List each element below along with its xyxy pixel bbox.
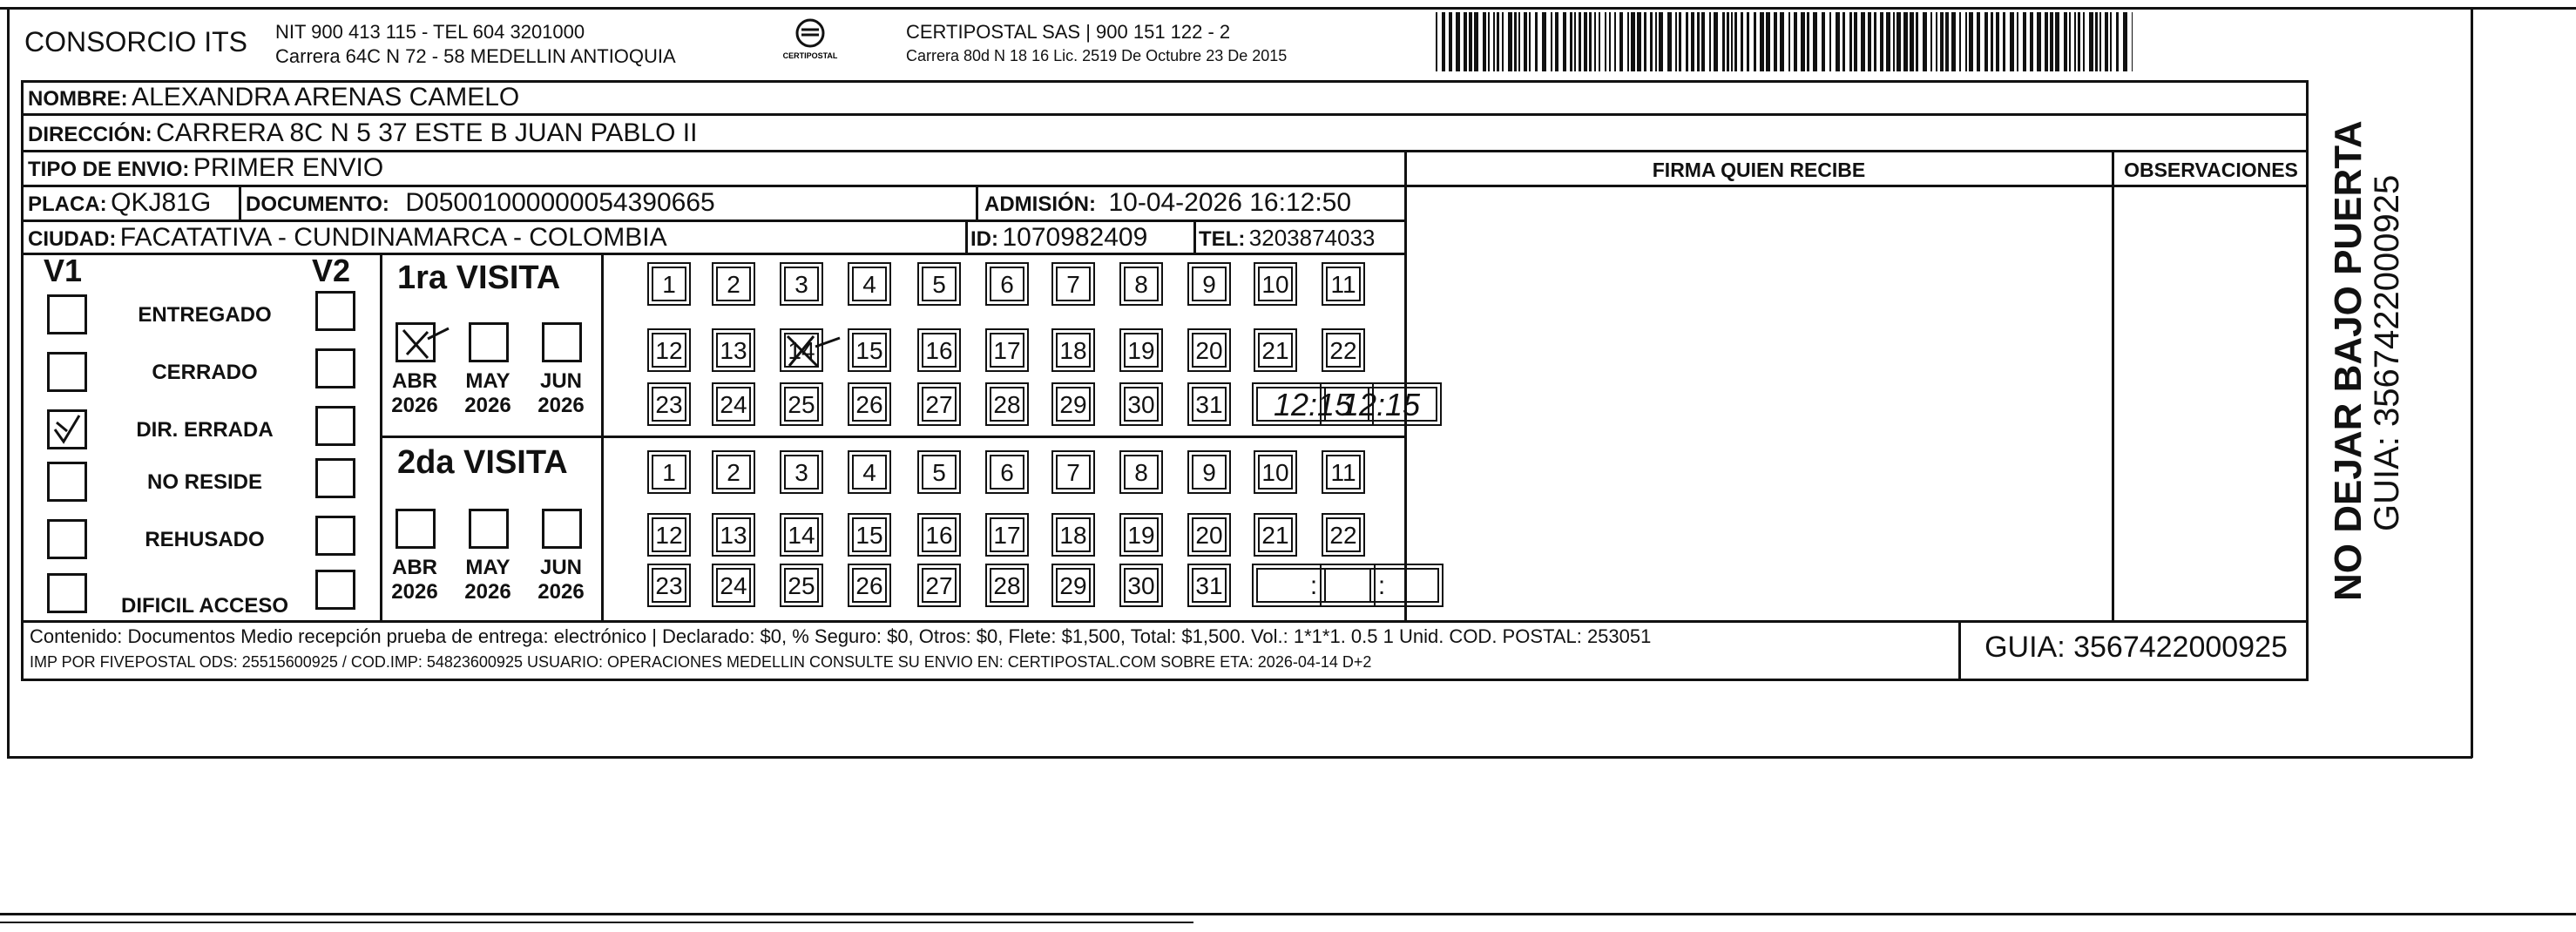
calendar-day[interactable]: 12 — [652, 333, 686, 368]
placa-value: QKJ81G — [111, 188, 212, 217]
calendar-day[interactable]: 28 — [990, 387, 1024, 422]
calendar-day[interactable]: 25 — [784, 387, 819, 422]
barcode-bar — [1897, 12, 1901, 71]
barcode-bar — [1910, 12, 1914, 71]
frame-right-line — [2471, 7, 2473, 758]
month-label — [462, 369, 514, 418]
calendar-day[interactable]: 13 — [716, 517, 751, 552]
barcode-bar — [1659, 12, 1663, 71]
barcode-bar — [1524, 12, 1527, 71]
month-box-abr[interactable] — [396, 322, 436, 362]
v1-checkbox[interactable] — [47, 409, 87, 449]
barcode-bar — [1650, 12, 1653, 71]
calendar-day[interactable]: 31 — [1192, 568, 1227, 603]
v1-checkbox[interactable] — [47, 573, 87, 613]
month-year: 2026 — [464, 580, 511, 604]
logo-text: CERTIPOSTAL — [782, 51, 838, 60]
tipo-label: TIPO DE ENVIO: — [28, 158, 190, 181]
documento-label: DOCUMENTO: — [246, 192, 389, 216]
calendar-day[interactable]: 18 — [1056, 517, 1091, 552]
row-line — [21, 113, 2309, 116]
barcode-bar — [1741, 12, 1743, 71]
calendar-day[interactable]: 20 — [1192, 517, 1227, 552]
barcode-bar — [1984, 12, 1988, 71]
barcode-bar — [1563, 12, 1566, 71]
observaciones-label: OBSERVACIONES — [2124, 159, 2298, 181]
month-label — [535, 556, 587, 604]
calendar-day[interactable]: 22 — [1326, 517, 1361, 552]
row-line — [21, 620, 2309, 623]
calendar-day[interactable]: 7 — [1056, 455, 1091, 490]
barcode-bar — [1442, 12, 1445, 71]
month-box-abr[interactable] — [396, 509, 436, 549]
barcode-bar — [1619, 12, 1623, 71]
row-line — [21, 150, 2309, 152]
month-label — [535, 369, 587, 418]
month-year: 2026 — [391, 580, 438, 604]
barcode-bar — [1936, 12, 1937, 71]
month-label — [389, 369, 441, 418]
barcode-bar — [2123, 12, 2127, 71]
barcode-bar — [2045, 12, 2048, 71]
ciudad-label: CIUDAD: — [28, 227, 117, 251]
month-box-may[interactable] — [469, 509, 509, 549]
calendar-day[interactable]: 5 — [922, 267, 957, 301]
row-line — [1406, 185, 2309, 187]
nombre-row — [28, 83, 519, 112]
v2-checkbox[interactable] — [315, 406, 355, 446]
barcode-bar — [2069, 12, 2071, 71]
barcode-bar — [1822, 12, 1825, 71]
id-label: ID: — [970, 227, 998, 251]
status-label: DIR. ERRADA — [136, 418, 274, 442]
barcode-bar — [1502, 12, 1504, 71]
barcode-bar — [1605, 12, 1606, 71]
calendar-day[interactable]: 27 — [922, 568, 957, 603]
footer-line-1: Contenido: Documentos Medio recepción prueba de entrega: electrónico | Declarado: $0, % Seguro: $0, Otros: $0, Flete: $1,500, Total: $1,500. Vol.: 1*1*1. 0.5 1 Unid. COD. POSTAL: 253051 — [30, 625, 1652, 647]
barcode-bar — [2023, 12, 2026, 71]
barcode-bar — [1483, 12, 1486, 71]
month-name: ABR — [392, 556, 437, 579]
month-box-jun[interactable] — [542, 509, 582, 549]
barcode-bar — [1794, 12, 1797, 71]
calendar-day[interactable]: 12 — [652, 517, 686, 552]
barcode-bar — [1655, 12, 1657, 71]
documento-cell — [246, 188, 715, 218]
barcode-bar — [1774, 12, 1777, 71]
barcode-bar — [1903, 12, 1908, 71]
barcode-bar — [1722, 12, 1725, 71]
status-label: DIFICIL ACCESO — [120, 594, 288, 618]
month-year: 2026 — [464, 394, 511, 417]
calendar-day[interactable]: 11 — [1326, 267, 1361, 301]
barcode-bar — [1923, 12, 1927, 71]
calendar-day[interactable]: 6 — [990, 267, 1024, 301]
ciudad-value: FACATATIVA - CUNDINAMARCA - COLOMBIA — [119, 223, 667, 252]
barcode-bar — [1594, 12, 1596, 71]
calendar-day[interactable]: 9 — [1192, 267, 1227, 301]
barcode-bar — [1829, 12, 1831, 71]
barcode-bar — [1965, 12, 1967, 71]
barcode-bar — [2037, 12, 2041, 71]
barcode-bar — [2017, 12, 2018, 71]
barcode-bar — [1731, 12, 1733, 71]
calendar-day[interactable]: 24 — [716, 568, 751, 603]
carrier-address: Carrera 80d N 18 16 Lic. 2519 De Octubre 23 De 2015 — [906, 47, 1288, 64]
month-box-jun[interactable] — [542, 322, 582, 362]
barcode-bar — [1991, 12, 1993, 71]
frame-left-line — [7, 7, 10, 758]
certipostal-logo — [780, 17, 841, 66]
barcode-bar — [2099, 12, 2101, 71]
month-year: 2026 — [538, 394, 585, 417]
month-box-may[interactable] — [469, 322, 509, 362]
barcode-bar — [2003, 12, 2005, 71]
month-year: 2026 — [538, 580, 585, 604]
barcode-bar — [1667, 12, 1672, 71]
barcode-bar — [1449, 12, 1452, 71]
month-name: JUN — [539, 556, 582, 579]
tipo-row — [28, 153, 383, 183]
barcode-bar — [2074, 12, 2076, 71]
calendar-day[interactable]: 6 — [990, 455, 1024, 490]
calendar-day[interactable]: 4 — [852, 267, 887, 301]
barcode-bar — [2089, 12, 2093, 71]
id-value: 1070982409 — [1002, 223, 1148, 252]
barcode-bar — [1854, 12, 1857, 71]
month-name: MAY — [465, 369, 510, 393]
barcode-bar — [1701, 12, 1705, 71]
status-label: CERRADO — [152, 361, 258, 384]
v1-checkbox[interactable] — [47, 294, 87, 334]
direccion-label: DIRECCIÓN: — [28, 123, 152, 146]
v2-checkbox[interactable] — [315, 291, 355, 331]
barcode-bar — [1529, 12, 1531, 71]
col-line — [976, 185, 978, 219]
barcode-bar — [1886, 12, 1890, 71]
barcode-bar — [1555, 12, 1558, 71]
barcode-bar — [1514, 12, 1517, 71]
v1-checkbox[interactable] — [47, 462, 87, 502]
calendar-day[interactable] — [784, 333, 819, 368]
footer-line-2: IMP POR FIVEPOSTAL ODS: 25515600925 / COD.IMP: 54823600925 USUARIO: OPERACIONES MEDELLIN CONSULTE SU ENVIO EN: CERTIPOSTAL.COM SOBRE ETA: 2026-04-14 D+2 — [30, 653, 1372, 671]
barcode-bar — [2078, 12, 2080, 71]
documento-value: D05001000000054390665 — [405, 188, 715, 217]
first-visit-title: 1ra VISITA — [397, 260, 561, 296]
barcode-bar — [1469, 12, 1472, 71]
side-guia: GUIA: 3567422000925 — [2368, 174, 2406, 531]
frame-top-line — [0, 7, 2576, 10]
direccion-value: CARRERA 8C N 5 37 ESTE B JUAN PABLO II — [156, 118, 698, 147]
v2-checkbox[interactable] — [315, 516, 355, 556]
col-line-obs — [2112, 150, 2114, 620]
calendar-day[interactable]: 23 — [652, 568, 686, 603]
calendar-day[interactable]: 26 — [852, 387, 887, 422]
tel-value: 3203874033 — [1248, 225, 1376, 251]
side-warning: NO DEJAR BAJO PUERTA — [2327, 120, 2370, 601]
v2-label: V2 — [312, 253, 351, 288]
calendar-day[interactable]: 10 — [1258, 267, 1293, 301]
calendar-day[interactable]: 23 — [652, 387, 686, 422]
check-mark-icon — [50, 412, 85, 447]
barcode-bar — [1807, 12, 1809, 71]
calendar-day-number: 14 — [788, 337, 815, 364]
barcode-bar — [1940, 12, 1944, 71]
month-label — [462, 556, 514, 604]
company-nit: NIT 900 413 115 - TEL 604 3201000 — [275, 21, 585, 43]
col-line-guia — [1958, 620, 1961, 681]
barcode-bar — [1930, 12, 1932, 71]
barcode-bar — [1493, 12, 1495, 71]
page-edge-line — [0, 913, 2576, 915]
v2-checkbox[interactable] — [315, 348, 355, 388]
barcode-bar — [1518, 12, 1520, 71]
admision-value: 10-04-2026 16:12:50 — [1108, 188, 1352, 217]
barcode-bar — [1977, 12, 1980, 71]
v2-checkbox[interactable] — [315, 570, 355, 610]
calendar-day[interactable]: 18 — [1056, 333, 1091, 368]
v1-label: V1 — [44, 253, 83, 288]
barcode-bar — [2083, 12, 2085, 71]
barcode-bar — [1614, 12, 1616, 71]
barcode-bar — [2132, 12, 2133, 71]
barcode-bar — [1579, 12, 1581, 71]
nombre-label: NOMBRE: — [28, 87, 128, 111]
calendar-day[interactable]: 4 — [852, 455, 887, 490]
calendar-day[interactable]: 31 — [1192, 387, 1227, 422]
calendar-day[interactable]: 28 — [990, 568, 1024, 603]
calendar-day[interactable]: 22 — [1326, 333, 1361, 368]
calendar-day[interactable]: 9 — [1192, 455, 1227, 490]
barcode-bar — [1644, 12, 1646, 71]
barcode-bar — [1627, 12, 1629, 71]
tel-cell — [1199, 225, 1375, 252]
calendar-day[interactable]: 3 — [784, 455, 819, 490]
barcode-bar — [1599, 12, 1600, 71]
barcode-bar — [1456, 12, 1460, 71]
calendar-day[interactable]: 15 — [852, 517, 887, 552]
col-line — [239, 185, 241, 219]
status-label: ENTREGADO — [138, 303, 272, 327]
tel-label: TEL: — [1199, 227, 1246, 251]
barcode-bar — [1709, 12, 1711, 71]
calendar-day[interactable]: 26 — [852, 568, 887, 603]
calendar-day[interactable]: 11 — [1326, 455, 1361, 490]
status-label: NO RESIDE — [146, 470, 263, 494]
calendar-day[interactable]: 16 — [922, 517, 957, 552]
calendar-day[interactable]: 7 — [1056, 267, 1091, 301]
barcode-bar — [1893, 12, 1895, 71]
calendar-day[interactable]: 21 — [1258, 333, 1293, 368]
status-label: REHUSADO — [145, 528, 265, 551]
month-name: MAY — [465, 556, 510, 579]
first-visit-time-box[interactable]: 12:15 — [1256, 387, 1369, 422]
month-name: ABR — [392, 369, 437, 393]
barcode-bar — [1916, 12, 1918, 71]
barcode-bar — [1686, 12, 1688, 71]
barcode-bar — [1861, 12, 1865, 71]
barcode-bar — [1436, 12, 1437, 71]
calendar-day[interactable]: 8 — [1124, 455, 1159, 490]
tipo-value: PRIMER ENVIO — [193, 153, 384, 182]
barcode-bar — [2055, 12, 2059, 71]
barcode-bar — [1945, 12, 1949, 71]
barcode-bar — [1542, 12, 1546, 71]
calendar-day[interactable]: 27 — [922, 387, 957, 422]
barcode-bar — [1747, 12, 1749, 71]
carrier-name: CERTIPOSTAL SAS | 900 151 122 - 2 — [906, 21, 1231, 43]
row-line — [21, 185, 1406, 187]
col-line — [380, 436, 1406, 438]
calendar-day[interactable]: 19 — [1124, 333, 1159, 368]
calendar-day[interactable]: 17 — [990, 333, 1024, 368]
month-year: 2026 — [391, 394, 438, 417]
barcode-bar — [2105, 12, 2108, 71]
barcode-bar — [1589, 12, 1592, 71]
cross-mark-icon — [398, 325, 450, 365]
ciudad-cell — [28, 223, 667, 253]
first-visit-time-box[interactable]: 12:15 — [1324, 387, 1437, 422]
calendar-day[interactable]: 14 — [784, 517, 819, 552]
barcode-bar — [1734, 12, 1737, 71]
admision-label: ADMISIÓN: — [984, 192, 1096, 216]
placa-label: PLACA: — [28, 192, 107, 216]
barcode-bar — [1464, 12, 1467, 71]
calendar-day[interactable]: 29 — [1056, 568, 1091, 603]
barcode-bar — [1969, 12, 1973, 71]
barcode-bar — [1766, 12, 1770, 71]
placa-cell — [28, 188, 211, 218]
barcode-bar — [1714, 12, 1718, 71]
barcode-bar — [1691, 12, 1694, 71]
id-cell — [970, 223, 1147, 253]
calendar-day[interactable]: 1 — [652, 455, 686, 490]
barcode-bar — [1842, 12, 1845, 71]
barcode-bar — [1679, 12, 1681, 71]
barcode-bar — [1760, 12, 1764, 71]
v1-checkbox[interactable] — [47, 519, 87, 559]
barcode — [1436, 12, 2133, 71]
second-visit-title: 2da VISITA — [397, 444, 568, 481]
nombre-value: ALEXANDRA ARENAS CAMELO — [132, 83, 520, 111]
barcode-bar — [1836, 12, 1840, 71]
row-line — [21, 219, 1406, 222]
footer-guia: GUIA: 3567422000925 — [1984, 631, 2288, 664]
barcode-bar — [1508, 12, 1512, 71]
barcode-bar — [1551, 12, 1552, 71]
second-visit-time-box[interactable]: : — [1256, 568, 1371, 603]
barcode-bar — [1697, 12, 1700, 71]
calendar-day[interactable]: 10 — [1258, 455, 1293, 490]
barcode-bar — [1570, 12, 1572, 71]
calendar-day[interactable]: 13 — [716, 333, 751, 368]
v1-checkbox[interactable] — [47, 352, 87, 392]
calendar-day[interactable]: 30 — [1124, 568, 1159, 603]
barcode-bar — [2030, 12, 2033, 71]
barcode-bar — [1780, 12, 1784, 71]
barcode-bar — [1727, 12, 1729, 71]
calendar-day[interactable]: 29 — [1056, 387, 1091, 422]
calendar-day[interactable]: 21 — [1258, 517, 1293, 552]
second-visit-time-box[interactable]: : — [1324, 568, 1439, 603]
calendar-day[interactable]: 2 — [716, 455, 751, 490]
calendar-day[interactable]: 8 — [1124, 267, 1159, 301]
calendar-day[interactable]: 16 — [922, 333, 957, 368]
page-edge-line-2 — [0, 922, 1193, 923]
calendar-day[interactable]: 20 — [1192, 333, 1227, 368]
barcode-bar — [1754, 12, 1756, 71]
barcode-bar — [1868, 12, 1871, 71]
barcode-bar — [1497, 12, 1499, 71]
barcode-bar — [1631, 12, 1635, 71]
barcode-bar — [1996, 12, 1999, 71]
barcode-bar — [2050, 12, 2053, 71]
cross-mark-icon — [782, 331, 843, 369]
direccion-row — [28, 118, 697, 148]
barcode-bar — [1488, 12, 1490, 71]
calendar-day[interactable]: 17 — [990, 517, 1024, 552]
col-line-firma — [1404, 150, 1407, 620]
frame-bottom-line — [7, 756, 2472, 759]
barcode-bar — [2110, 12, 2112, 71]
col-line — [1193, 219, 1196, 253]
barcode-bar — [1951, 12, 1956, 71]
barcode-bar — [1609, 12, 1611, 71]
barcode-bar — [1637, 12, 1641, 71]
calendar-day[interactable]: 3 — [784, 267, 819, 301]
calendar-day[interactable]: 25 — [784, 568, 819, 603]
admision-cell — [984, 188, 1351, 218]
barcode-bar — [1574, 12, 1576, 71]
barcode-bar — [1874, 12, 1876, 71]
barcode-bar — [1535, 12, 1538, 71]
barcode-bar — [1474, 12, 1478, 71]
barcode-bar — [1849, 12, 1852, 71]
barcode-bar — [2095, 12, 2098, 71]
month-label — [389, 556, 441, 604]
barcode-bar — [1675, 12, 1677, 71]
calendar-day[interactable]: 5 — [922, 455, 957, 490]
firma-label: FIRMA QUIEN RECIBE — [1652, 159, 1866, 181]
barcode-bar — [1813, 12, 1817, 71]
barcode-bar — [1801, 12, 1805, 71]
v2-checkbox[interactable] — [315, 458, 355, 498]
col-line — [965, 219, 968, 253]
barcode-bar — [2116, 12, 2119, 71]
barcode-bar — [1584, 12, 1587, 71]
barcode-bar — [1959, 12, 1961, 71]
row-line — [21, 253, 1406, 255]
calendar-day[interactable]: 2 — [716, 267, 751, 301]
barcode-bar — [1788, 12, 1790, 71]
company-address: Carrera 64C N 72 - 58 MEDELLIN ANTIOQUIA — [275, 45, 676, 67]
calendar-day[interactable]: 1 — [652, 267, 686, 301]
barcode-bar — [2010, 12, 2014, 71]
barcode-bar — [1880, 12, 1883, 71]
calendar-day[interactable]: 24 — [716, 387, 751, 422]
calendar-day[interactable]: 15 — [852, 333, 887, 368]
company-name: CONSORCIO ITS — [24, 26, 248, 57]
calendar-day[interactable]: 30 — [1124, 387, 1159, 422]
barcode-bar — [2064, 12, 2067, 71]
calendar-day[interactable]: 19 — [1124, 517, 1159, 552]
month-name: JUN — [539, 369, 582, 393]
